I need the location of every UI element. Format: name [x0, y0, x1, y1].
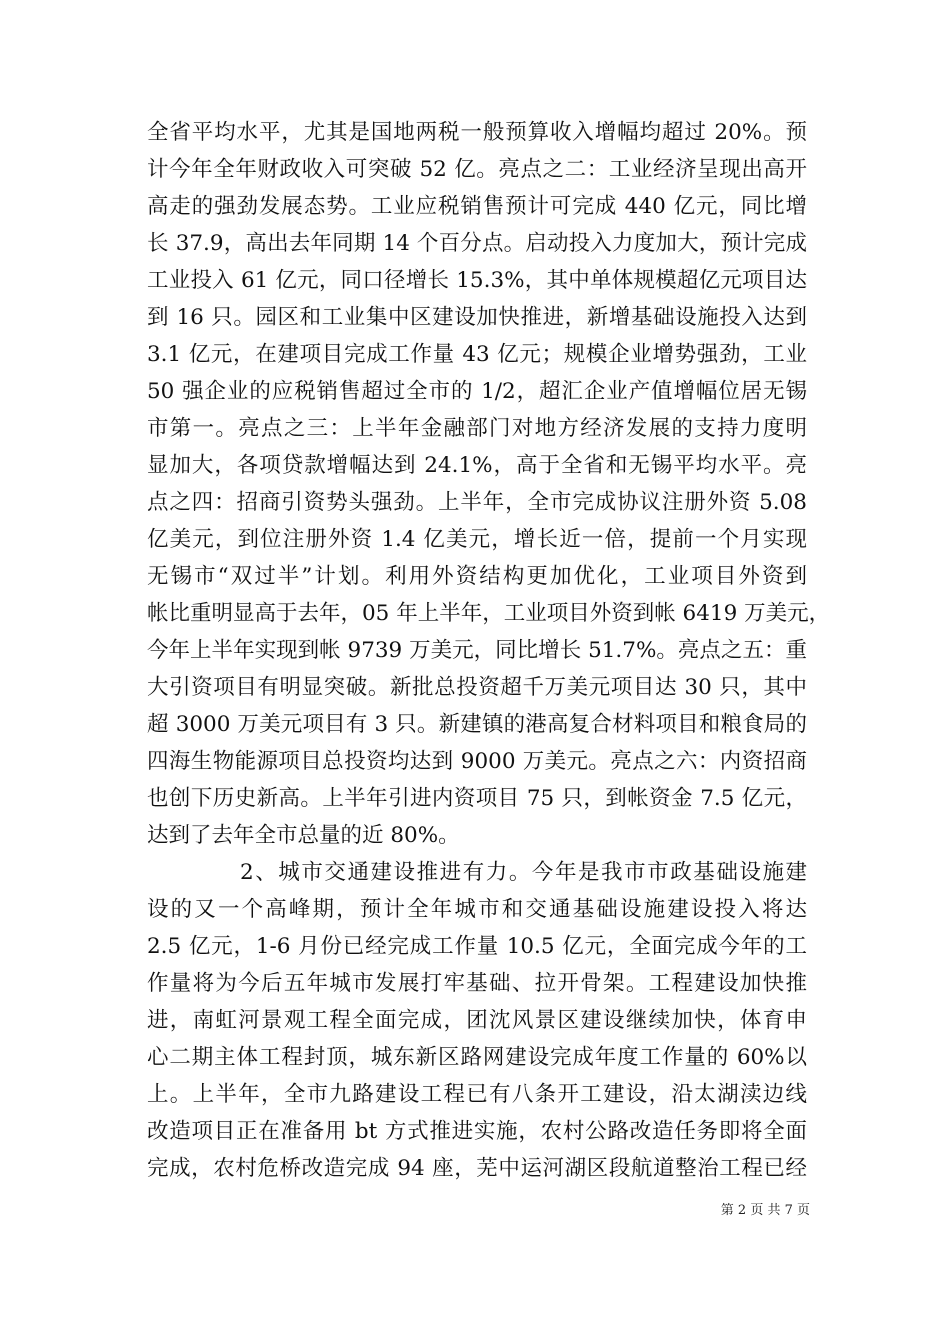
text-line: 达到了去年全市总量的近 80%。 [147, 823, 460, 848]
text-line: 帐比重明显高于去年，05 年上半年，工业项目外资到帐 6419 万美元， [147, 601, 831, 626]
text-line: 工业投入 61 亿元，同口径增长 15.3%，其中单体规模超亿元项目达 [147, 268, 807, 293]
text-line: 作量将为今后五年城市发展打牢基础、拉开骨架。工程建设加快推 [147, 971, 807, 996]
text-line: 50 强企业的应税销售超过全市的 1/2，超汇企业产值增幅位居无锡 [147, 379, 807, 404]
text-line: 亿美元，到位注册外资 1.4 亿美元，增长近一倍，提前一个月实现 [147, 527, 807, 552]
text-line: 今年上半年实现到帐 9739 万美元，同比增长 51.7%。亮点之五：重 [147, 638, 807, 663]
text-line: 显加大，各项贷款增幅达到 24.1%，高于全省和无锡平均水平。亮 [147, 453, 807, 478]
text-line: 3.1 亿元，在建项目完成工作量 43 亿元；规模企业增势强劲，工业 [147, 342, 807, 367]
text-line: 也创下历史新高。上半年引进内资项目 75 只，到帐资金 7.5 亿元， [147, 786, 807, 811]
text-line: 完成，农村危桥改造完成 94 座，芜中运河湖区段航道整治工程已经 [147, 1156, 807, 1181]
text-line: 进，南虹河景观工程全面完成，团沈风景区建设继续加快，体育申 [147, 1008, 807, 1033]
text-line: 上。上半年，全市九路建设工程已有八条开工建设，沿太湖渎边线 [147, 1082, 807, 1107]
text-line: 无锡市“双过半”计划。利用外资结构更加优化，工业项目外资到 [147, 564, 807, 589]
text-line: 高走的强劲发展态势。工业应税销售预计可完成 440 亿元，同比增 [147, 194, 807, 219]
text-line: 到 16 只。园区和工业集中区建设加快推进，新增基础设施投入达到 [147, 305, 807, 330]
paragraph-start-line: 2、城市交通建设推进有力。今年是我市市政基础设施建 [240, 860, 807, 885]
text-line: 设的又一个高峰期，预计全年城市和交通基础设施建设投入将达 [147, 897, 807, 922]
text-line: 长 37.9，高出去年同期 14 个百分点。启动投入力度加大，预计完成 [147, 231, 807, 256]
text-line: 市第一。亮点之三：上半年金融部门对地方经济发展的支持力度明 [147, 416, 807, 441]
text-line: 全省平均水平，尤其是国地两税一般预算收入增幅均超过 20%。预 [147, 120, 807, 145]
text-line: 改造项目正在准备用 bt 方式推进实施，农村公路改造任务即将全面 [147, 1119, 807, 1144]
text-line: 四海生物能源项目总投资均达到 9000 万美元。亮点之六：内资招商 [147, 749, 807, 774]
text-line: 心二期主体工程封顶，城东新区路网建设完成年度工作量的 60%以 [147, 1045, 807, 1070]
text-line: 大引资项目有明显突破。新批总投资超千万美元项目达 30 只，其中 [147, 675, 807, 700]
text-line: 计今年全年财政收入可突破 52 亿。亮点之二：工业经济呈现出高开 [147, 157, 807, 182]
page-number-footer: 第 2 页 共 7 页 [720, 1203, 810, 1218]
text-line: 2.5 亿元，1-6 月份已经完成工作量 10.5 亿元，全面完成今年的工 [147, 934, 807, 959]
text-line: 点之四：招商引资势头强劲。上半年，全市完成协议注册外资 5.08 [147, 490, 807, 515]
text-line: 超 3000 万美元项目有 3 只。新建镇的港高复合材料项目和粮食局的 [147, 712, 807, 737]
